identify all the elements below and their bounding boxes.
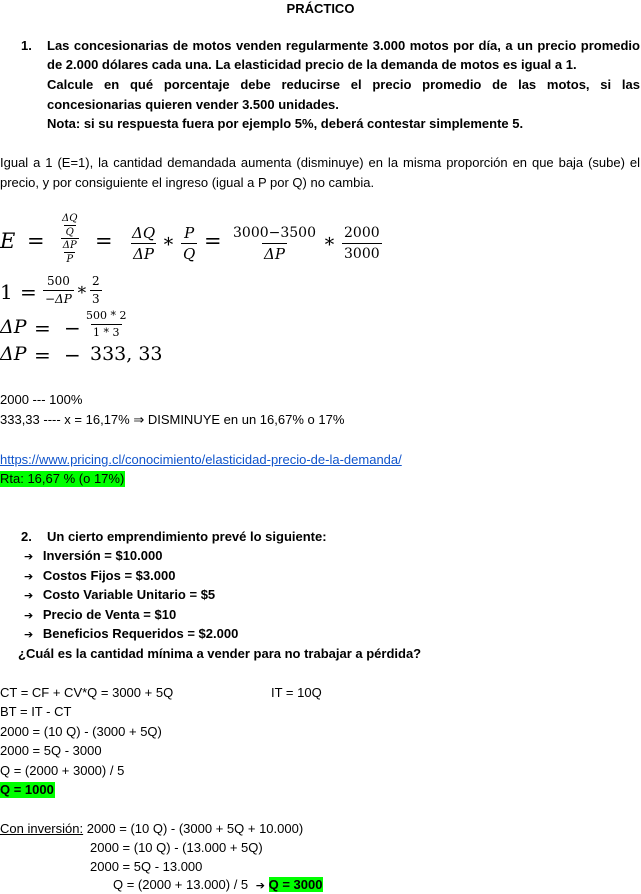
formula-fraction-p-q bbox=[181, 224, 197, 263]
formula-minus-2: − bbox=[64, 343, 81, 367]
formula-1x3: 1 * 3 bbox=[93, 326, 120, 339]
question-2-intro: Un cierto emprendimiento prevé lo siguiente: bbox=[47, 529, 327, 544]
item-precio-venta-value: $10 bbox=[154, 607, 177, 622]
formula-500: 500 bbox=[46, 274, 70, 288]
investment-line-1 bbox=[0, 821, 303, 837]
formula-dp-2: ΔP bbox=[264, 245, 285, 263]
formula-minus-1: − bbox=[64, 316, 81, 340]
formula-3: 3 bbox=[92, 292, 100, 306]
solution-line-1: BT = IT - CT bbox=[0, 704, 72, 719]
formula-2000: 2000 bbox=[344, 225, 380, 241]
question-2-question: ¿Cuál es la cantidad mínima a vender para no trabajar a pérdida? bbox=[18, 646, 422, 661]
formula-fraction-diff bbox=[231, 224, 318, 263]
formula-nested-fraction bbox=[60, 213, 79, 265]
arrow-right-icon: ➔ bbox=[255, 879, 265, 892]
formula-p: P bbox=[184, 224, 195, 242]
formula-times-3: ∗ bbox=[76, 280, 88, 300]
investment-first: 2000 = (10 Q) - (3000 + 5Q + 10.000) bbox=[83, 821, 304, 836]
formula-one: 1 bbox=[0, 280, 13, 304]
formula-equals-4: = bbox=[20, 280, 37, 304]
arrow-right-icon: ➔ bbox=[24, 550, 34, 563]
question-1-number: 1. bbox=[21, 38, 32, 53]
solution-ct: CT = CF + CV*Q = 3000 + 5Q bbox=[0, 685, 174, 700]
arrow-right-icon: ➔ bbox=[24, 628, 34, 641]
formula-equals-5: = bbox=[34, 316, 51, 340]
formula-nested-dq: ΔQ bbox=[62, 213, 78, 224]
question-1-line-3: Calcule en qué porcentaje debe reducirse el precio promedio de las motos, si las bbox=[47, 77, 640, 92]
formula-nested-bottom bbox=[61, 238, 79, 265]
formula-nested-p: P bbox=[66, 254, 74, 265]
investment-line-2: 2000 = (10 Q) - (13.000 + 5Q) bbox=[90, 840, 263, 855]
solution-line-3: 2000 = 5Q - 3000 bbox=[0, 743, 102, 758]
item-inversion-value: $10.000 bbox=[115, 548, 163, 563]
formula-equals-2: = bbox=[95, 229, 113, 253]
formula-nested-q: Q bbox=[65, 227, 74, 238]
page-title: PRÁCTICO bbox=[286, 1, 355, 16]
formula-dp-3: ΔP bbox=[0, 316, 27, 338]
item-costos-fijos bbox=[24, 568, 175, 585]
formula-q: Q bbox=[183, 245, 196, 263]
item-costo-variable bbox=[24, 587, 215, 604]
arrow-right-icon: ➔ bbox=[24, 589, 34, 602]
investment-line-4 bbox=[113, 877, 323, 894]
item-precio-venta bbox=[24, 607, 176, 624]
formula-times-1: ∗ bbox=[162, 230, 175, 252]
solution-line-4: Q = (2000 + 3000) / 5 bbox=[0, 763, 125, 778]
solution-it: IT = 10Q bbox=[271, 685, 322, 700]
question-1-line-1: Las concesionarias de motos venden regularmente 3.000 motos por día, a un precio promedio bbox=[47, 38, 640, 53]
calc-line-1: 2000 --- 100% bbox=[0, 392, 83, 407]
formula-dq: ΔQ bbox=[132, 224, 156, 242]
explanation-line-1: Igual a 1 (E=1), la cantidad demandada aumenta (disminuye) en la misma proporción en que baja (sube) el bbox=[0, 155, 640, 170]
formula-500x2: 500 * 2 bbox=[86, 309, 127, 322]
item-precio-venta-label: Precio de Venta = bbox=[42, 607, 155, 622]
question-2-number: 2. bbox=[21, 529, 32, 544]
formula-times-2: ∗ bbox=[323, 230, 336, 252]
formula-dp-4: ΔP bbox=[0, 343, 27, 365]
item-beneficios-value: $2.000 bbox=[198, 626, 239, 641]
item-inversion-label: Inversión = bbox=[42, 548, 116, 563]
formula-dp: ΔP bbox=[133, 245, 155, 263]
item-inversion bbox=[24, 548, 162, 565]
formula-3000: 3000 bbox=[342, 243, 382, 263]
arrow-right-icon: ➔ bbox=[24, 609, 34, 622]
formula-result-value: 333, 33 bbox=[90, 343, 163, 365]
formula-2: 2 bbox=[92, 274, 100, 288]
answer-1: Rta: 16,67 % (o 17%) bbox=[0, 471, 125, 486]
investment-answer: Q = 3000 bbox=[268, 877, 323, 892]
formula-nested-dp: ΔP bbox=[62, 240, 77, 251]
formula-fraction-2-3 bbox=[90, 274, 102, 307]
item-beneficios-label: Beneficios Requeridos = bbox=[42, 626, 199, 641]
investment-label: Con inversión: bbox=[0, 821, 84, 836]
solution-answer: Q = 1000 bbox=[0, 782, 54, 797]
question-1-line-4: concesionarias quieren vender 3.500 unidades. bbox=[47, 97, 339, 112]
formula-fraction-500 bbox=[43, 274, 74, 307]
item-costo-variable-value: $5 bbox=[200, 587, 216, 602]
formula-e: E bbox=[0, 229, 16, 253]
question-1-note: Nota: si su respuesta fuera por ejemplo 5%, deberá contestar simplemente 5. bbox=[47, 116, 524, 131]
formula-fraction-2000-3000 bbox=[342, 224, 382, 263]
investment-last: Q = (2000 + 13.000) / 5 bbox=[113, 877, 249, 892]
formula-equals-3: = bbox=[204, 229, 222, 253]
formula-equals-6: = bbox=[34, 343, 51, 367]
question-1-line-2: de 2.000 dólares cada una. La elasticidad precio de la demanda de motos es igual a 1. bbox=[47, 57, 577, 72]
item-costos-fijos-label: Costos Fijos = bbox=[42, 568, 136, 583]
item-costo-variable-label: Costo Variable Unitario = bbox=[42, 587, 201, 602]
calc-line-2: 333,33 ---- x = 16,17% ⇒ DISMINUYE en un 16,67% o 17% bbox=[0, 412, 345, 427]
formula-nested-top bbox=[60, 213, 79, 238]
arrow-right-icon: ➔ bbox=[24, 570, 34, 583]
formula-fraction-dq-dp bbox=[130, 224, 157, 263]
investment-line-3: 2000 = 5Q - 13.000 bbox=[90, 859, 203, 874]
explanation-line-2: precio, y por consiguiente el ingreso (igual a P por Q) no cambia. bbox=[0, 175, 375, 190]
item-costos-fijos-value: $3.000 bbox=[135, 568, 176, 583]
formula-equals-1: = bbox=[27, 229, 45, 253]
formula-fraction-500x2 bbox=[84, 309, 129, 340]
reference-link[interactable]: https://www.pricing.cl/conocimiento/elasticidad-precio-de-la-demanda/ bbox=[0, 452, 402, 467]
formula-neg-dp: −ΔP bbox=[45, 292, 72, 306]
solution-line-2: 2000 = (10 Q) - (3000 + 5Q) bbox=[0, 724, 162, 739]
formula-diff: 3000−3500 bbox=[233, 225, 316, 241]
item-beneficios bbox=[24, 626, 238, 643]
